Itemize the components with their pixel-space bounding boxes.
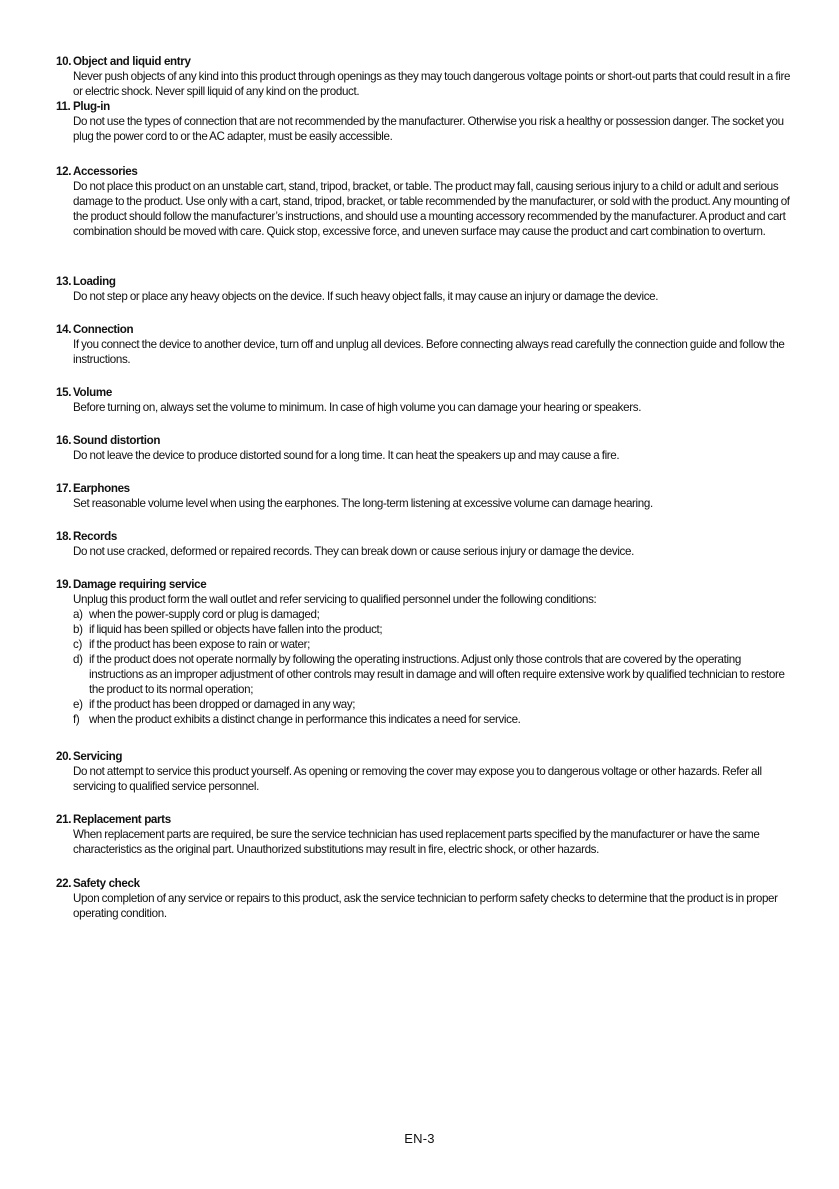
condition-list [73, 607, 796, 727]
section-title: Object and liquid entry [73, 55, 191, 68]
section-heading [56, 322, 796, 337]
list-item-text: if the product has been expose to rain or water; [89, 638, 311, 651]
list-item [73, 652, 796, 697]
list-item [73, 622, 796, 637]
list-item-text: if liquid has been spilled or objects have fallen into the product; [89, 623, 383, 636]
section-body: Do not place this product on an unstable cart, stand, tripod, bracket, or table. The product may fall, causing serious injury to a child or adult and serious damage to the product. Use only with a cart, stand, tripod, bracket, or table recommended by the manufacturer, or sold with the product. Any mounting of the product should follow the manufacturer’s instructions, and should use a mounting accessory recommended by the manufacturer. A product and cart combination should be moved with care. Quick stop, excessive force, and uneven surface may cause the product and cart combination to overturn. [73, 180, 790, 238]
section-number: 10. [56, 55, 72, 68]
section-heading [56, 577, 796, 592]
section-body: Do not leave the device to produce distorted sound for a long time. It can heat the speakers up and may cause a fire. [73, 449, 620, 462]
section-sound-distortion [56, 433, 796, 463]
section-body: Unplug this product form the wall outlet and refer servicing to qualified personnel under the following conditions: [73, 593, 597, 606]
section-title: Earphones [73, 482, 130, 495]
list-item-text: when the power-supply cord or plug is damaged; [89, 608, 320, 621]
section-body: Upon completion of any service or repairs to this product, ask the service technician to perform safety checks to determine that the product is in proper operating condition. [73, 892, 778, 920]
list-item [73, 607, 796, 622]
section-heading [56, 876, 796, 891]
section-body: Do not use cracked, deformed or repaired records. They can break down or cause serious injury or damage the device. [73, 545, 634, 558]
list-marker: d) [73, 653, 83, 666]
list-item [73, 637, 796, 652]
list-marker: c) [73, 638, 82, 651]
section-accessories [56, 164, 796, 239]
section-heading [56, 164, 796, 179]
section-connection [56, 322, 796, 367]
section-earphones [56, 481, 796, 511]
section-number: 22. [56, 877, 72, 890]
section-loading [56, 274, 796, 304]
section-damage-requiring-service [56, 577, 796, 727]
section-heading [56, 529, 796, 544]
section-title: Replacement parts [73, 813, 171, 826]
section-number: 19. [56, 578, 72, 591]
section-heading [56, 99, 796, 114]
section-records [56, 529, 796, 559]
section-body: Set reasonable volume level when using the earphones. The long-term listening at excessive volume can damage hearing. [73, 497, 653, 510]
section-heading [56, 385, 796, 400]
section-body: Do not use the types of connection that are not recommended by the manufacturer. Otherwise you risk a healthy or possession danger. The socket you plug the power cord to or the AC adapter, must be easily accessible. [73, 115, 784, 143]
section-body: If you connect the device to another device, turn off and unplug all devices. Before connecting always read carefully the connection guide and follow the instructions. [73, 338, 785, 366]
list-item [73, 697, 796, 712]
page-number: EN-3 [404, 1131, 435, 1146]
section-title: Connection [73, 323, 134, 336]
list-marker: e) [73, 698, 83, 711]
section-number: 14. [56, 323, 72, 336]
section-number: 17. [56, 482, 72, 495]
section-number: 11. [56, 100, 71, 113]
section-title: Servicing [73, 750, 123, 763]
section-title: Loading [73, 275, 116, 288]
section-number: 15. [56, 386, 72, 399]
section-servicing [56, 749, 796, 794]
section-title: Records [73, 530, 117, 543]
section-number: 20. [56, 750, 72, 763]
section-title: Safety check [73, 877, 140, 890]
list-marker: b) [73, 623, 83, 636]
section-heading [56, 812, 796, 827]
section-body: Do not step or place any heavy objects on the device. If such heavy object falls, it may cause an injury or damage the device. [73, 290, 659, 303]
section-heading [56, 274, 796, 289]
section-number: 13. [56, 275, 72, 288]
section-body: Never push objects of any kind into this product through openings as they may touch dangerous voltage points or short-out parts that could result in a fire or electric shock. Never spill liquid of any kind on the product. [73, 70, 791, 98]
section-title: Accessories [73, 165, 138, 178]
list-marker: a) [73, 608, 83, 621]
section-title: Plug-in [73, 100, 110, 113]
section-number: 21. [56, 813, 72, 826]
section-number: 12. [56, 165, 72, 178]
section-heading [56, 433, 796, 448]
section-replacement-parts [56, 812, 796, 857]
list-item-text: if the product does not operate normally by following the operating instructions. Adjust only those controls that are covered by the operating instructions as an improper adjustment of other controls may result in damage and will often require extensive work by qualified technician to restore the product to its normal operation; [89, 653, 785, 696]
section-volume [56, 385, 796, 415]
section-number: 18. [56, 530, 72, 543]
section-title: Volume [73, 386, 112, 399]
section-heading [56, 54, 796, 69]
section-number: 16. [56, 434, 72, 447]
section-plug-in [56, 99, 796, 144]
list-item-text: when the product exhibits a distinct change in performance this indicates a need for service. [89, 713, 521, 726]
section-body: Do not attempt to service this product yourself. As opening or removing the cover may expose you to dangerous voltage or other hazards. Refer all servicing to qualified service personnel. [73, 765, 762, 793]
section-heading [56, 481, 796, 496]
section-object-and-liquid-entry [56, 54, 796, 99]
section-safety-check [56, 876, 796, 921]
section-title: Damage requiring service [73, 578, 207, 591]
section-title: Sound distortion [73, 434, 161, 447]
section-heading [56, 749, 796, 764]
section-body: Before turning on, always set the volume to minimum. In case of high volume you can damage your hearing or speakers. [73, 401, 642, 414]
list-marker: f) [73, 713, 80, 726]
list-item [73, 712, 796, 727]
list-item-text: if the product has been dropped or damaged in any way; [89, 698, 356, 711]
section-body: When replacement parts are required, be sure the service technician has used replacement parts specified by the manufacturer or have the same characteristics as the original part. Unauthorized substitutions may result in fire, electric shock, or other hazards. [73, 828, 760, 856]
